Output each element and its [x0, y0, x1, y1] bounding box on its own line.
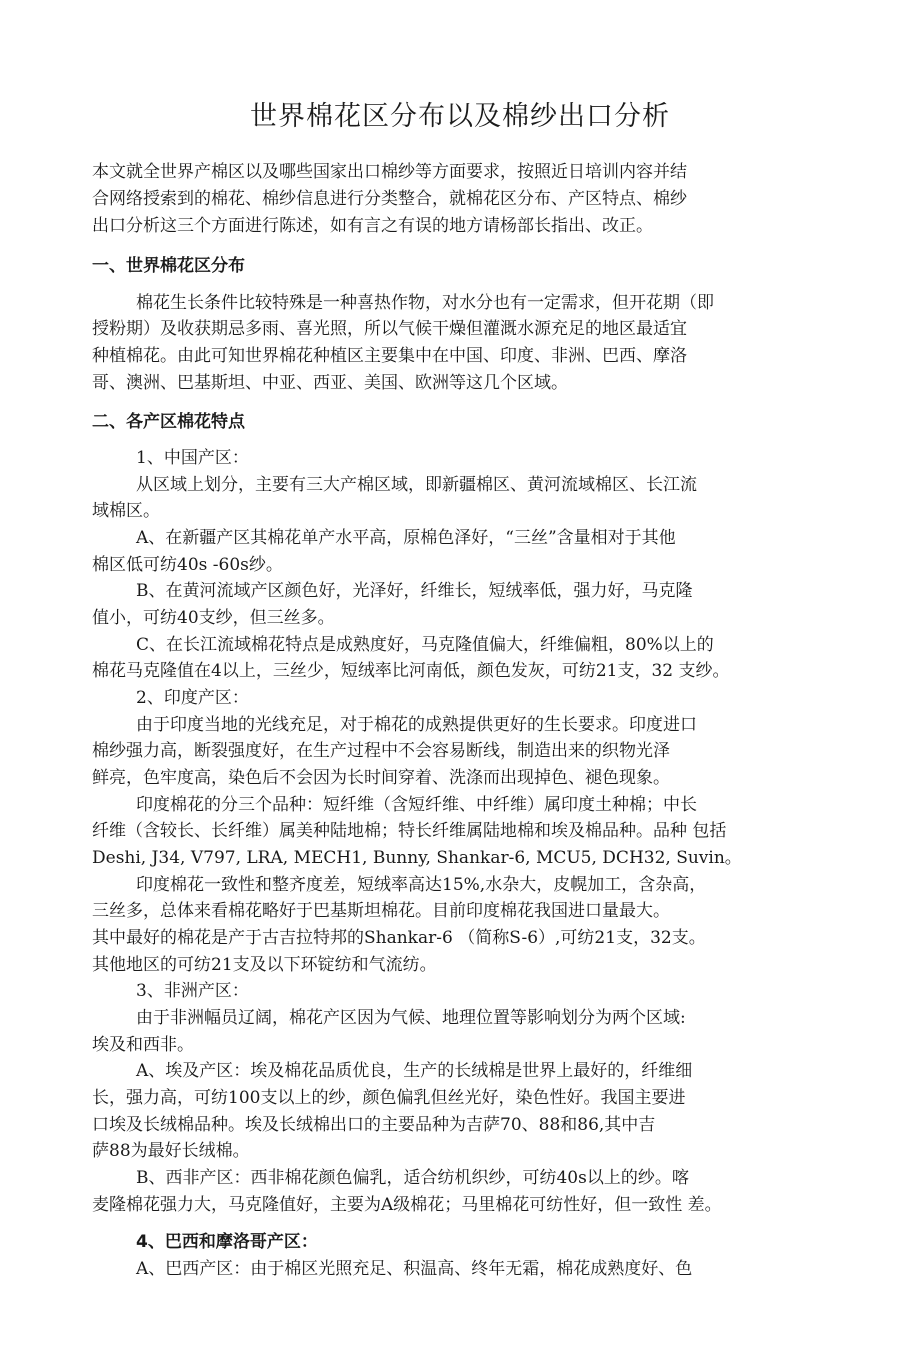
paragraph-line: 纤维（含较长、长纤维）属美种陆地棉；特长纤维属陆地棉和埃及棉品种。品种 包括 [92, 821, 727, 841]
paragraph-line: A、在新疆产区其棉花单产水平高，原棉色泽好，“三丝”含量相对于其他 [136, 528, 676, 548]
paragraph-line: 棉花马克隆值在4以上，三丝少，短绒率比河南低，颜色发灰，可纺21支，32 支纱。 [92, 661, 730, 681]
paragraph-line: B、在黄河流域产区颜色好，光泽好，纤维长，短绒率低，强力好，马克隆 [136, 581, 693, 601]
section-heading-2: 二、各产区棉花特点 [92, 412, 245, 432]
intro-line-1: 本文就全世界产棉区以及哪些国家出口棉纱等方面要求，按照近日培训内容并结 [92, 162, 687, 182]
paragraph-line: 埃及和西非。 [92, 1035, 194, 1055]
subheading-africa: 3、非洲产区： [136, 981, 249, 1001]
paragraph-line: 印度棉花一致性和整齐度差，短绒率高达15%,水杂大，皮幌加工，含杂高， [136, 875, 707, 895]
paragraph-line: 印度棉花的分三个品种：短纤维（含短纤维、中纤维）属印度土种棉；中长 [136, 795, 697, 815]
paragraph-line: 域棉区。 [92, 501, 160, 521]
paragraph-line: C、在长江流域棉花特点是成熟度好，马克隆值偏大，纤维偏粗，80%以上的 [136, 635, 714, 655]
paragraph-line: 鲜亮，色牢度高，染色后不会因为长时间穿着、洗涤而出现掉色、褪色现象。 [92, 768, 670, 788]
paragraph-line: Deshi, J34, V797, LRA, MECH1, Bunny, Shankar-6, MCU5, DCH32, Suvin。 [92, 848, 742, 868]
paragraph-line: 棉区低可纺40s -60s纱。 [92, 555, 283, 575]
paragraph-line: 长，强力高，可纺100支以上的纱，颜色偏乳但丝光好，染色性好。我国主要进 [92, 1088, 686, 1108]
paragraph-line: A、巴西产区：由于棉区光照充足、积温高、终年无霜，棉花成熟度好、色 [136, 1259, 693, 1279]
paragraph-line: 授粉期）及收获期忌多雨、喜光照，所以气候干燥但灌溉水源充足的地区最适宜 [92, 319, 687, 339]
subheading-india: 2、印度产区： [136, 688, 249, 708]
paragraph-line: 由于印度当地的光线充足，对于棉花的成熟提供更好的生长要求。印度进口 [136, 715, 697, 735]
subheading-china: 1、中国产区： [136, 448, 249, 468]
paragraph-line: 棉花生长条件比较特殊是一种喜热作物，对水分也有一定需求，但开花期（即 [136, 293, 714, 313]
intro-line-2: 合网络授索到的棉花、棉纱信息进行分类整合，就棉花区分布、产区特点、棉纱 [92, 189, 687, 209]
paragraph-line: 棉纱强力高，断裂强度好，在生产过程中不会容易断线，制造出来的织物光泽 [92, 741, 670, 761]
subheading-brazil-morocco: 4、巴西和摩洛哥产区： [136, 1232, 318, 1252]
document-title: 世界棉花区分布以及棉纱出口分析 [250, 101, 670, 132]
paragraph-line: 从区域上划分，主要有三大产棉区域，即新疆棉区、黄河流域棉区、长江流 [136, 475, 697, 495]
paragraph-line: A、埃及产区：埃及棉花品质优良，生产的长绒棉是世界上最好的，纤维细 [136, 1061, 693, 1081]
paragraph-line: 种植棉花。由此可知世界棉花种植区主要集中在中国、印度、非洲、巴西、摩洛 [92, 346, 687, 366]
paragraph-line: 其中最好的棉花是产于古吉拉特邦的Shankar-6 （简称S-6）,可纺21支，32支。 [92, 928, 706, 948]
paragraph-line: B、西非产区：西非棉花颜色偏乳，适合纺机织纱，可纺40s以上的纱。喀 [136, 1168, 689, 1188]
paragraph-line: 哥、澳洲、巴基斯坦、中亚、西亚、美国、欧洲等这几个区域。 [92, 373, 568, 393]
paragraph-line: 口埃及长绒棉品种。埃及长绒棉出口的主要品种为吉萨70、88和86,其中吉 [92, 1115, 656, 1135]
paragraph-line: 由于非洲幅员辽阔，棉花产区因为气候、地理位置等影响划分为两个区域: [136, 1008, 686, 1028]
paragraph-line: 萨88为最好长绒棉。 [92, 1141, 250, 1161]
paragraph-line: 其他地区的可纺21支及以下环锭纺和气流纺。 [92, 955, 437, 975]
section-heading-1: 一、世界棉花区分布 [92, 256, 245, 276]
paragraph-line: 麦隆棉花强力大，马克隆值好，主要为A级棉花；马里棉花可纺性好，但一致性 差。 [92, 1195, 722, 1215]
intro-line-3: 出口分析这三个方面进行陈述，如有言之有误的地方请杨部长指出、改正。 [92, 216, 653, 236]
paragraph-line: 值小，可纺40支纱，但三丝多。 [92, 608, 335, 628]
paragraph-line: 三丝多，总体来看棉花略好于巴基斯坦棉花。目前印度棉花我国进口量最大。 [92, 901, 670, 921]
